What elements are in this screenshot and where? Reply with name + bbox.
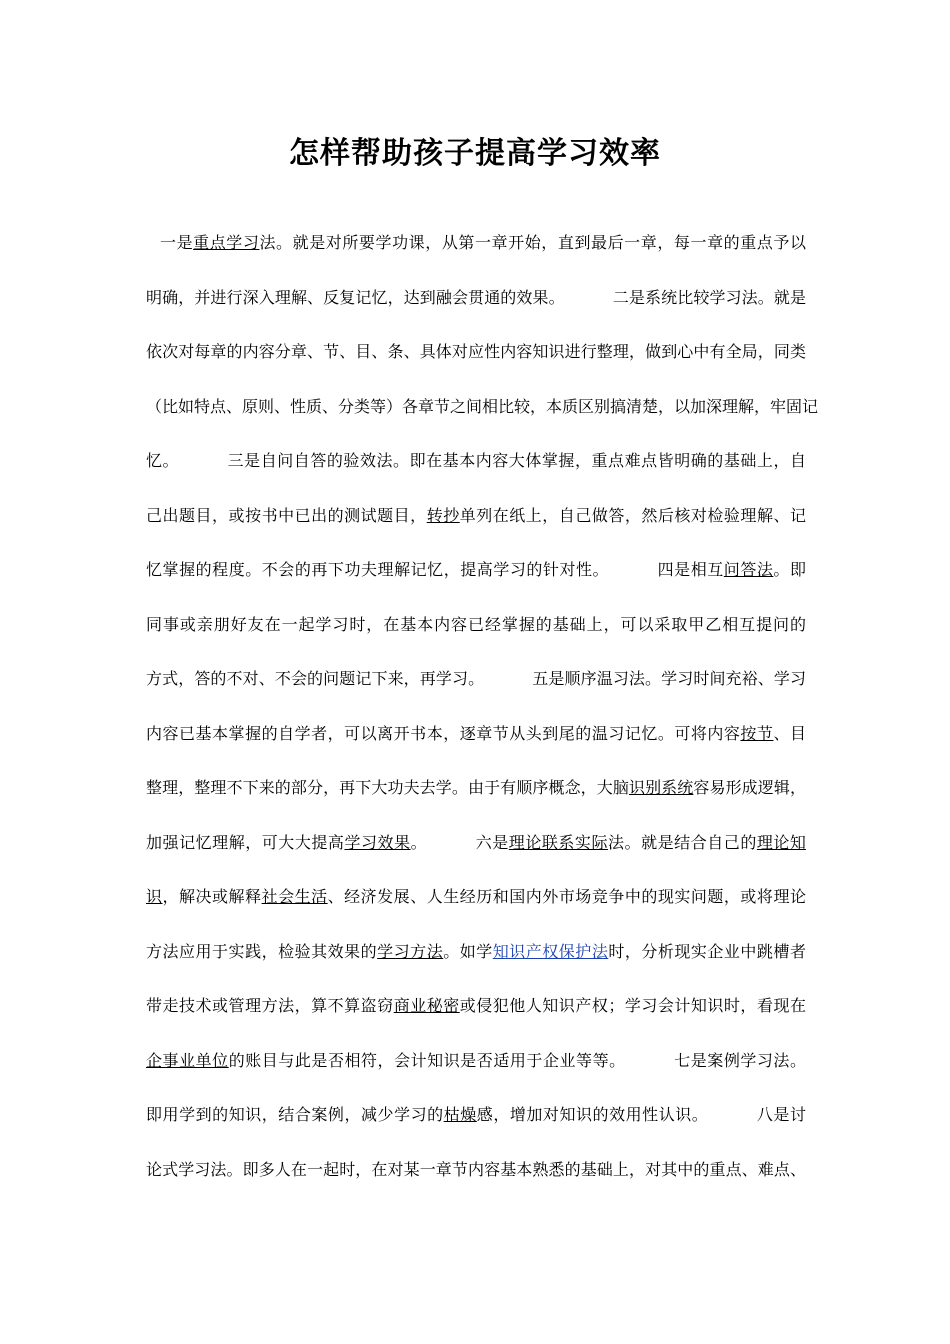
text-run: 容易形成逻辑， [693, 778, 806, 797]
underlined-term: 商业秘密 [393, 996, 460, 1015]
paragraph-line [160, 228, 806, 258]
text-run: 三是自问自答的验效法。即在基本内容大体掌握，重点难点皆明确的基础上，自 [227, 451, 806, 470]
text-run: 论式学习法。即多人在一起时，在对某一章节内容基本熟悉的基础上，对其中的重点、难点、 [146, 1159, 806, 1179]
paragraph-line [146, 283, 806, 313]
text-run: 同事或亲朋好友在一起学习时，在基本内容已经掌握的基础上，可以采取甲乙相互提问的 [146, 614, 806, 634]
underlined-term: 按节 [740, 723, 774, 743]
text-run: 八是讨 [756, 1105, 806, 1124]
text-run: 、目 [773, 723, 806, 743]
text-run: 忆掌握的程度。不会的再下功夫理解记忆，提高学习的针对性。 [146, 560, 610, 579]
paragraph-line [146, 828, 806, 858]
text-run: 方法应用于实践，检验其效果的 [146, 941, 378, 961]
text-run: 四是相互 [657, 560, 724, 579]
underlined-term: 转抄 [426, 505, 460, 525]
paragraph-line [146, 1046, 806, 1076]
text-run: 一是 [160, 233, 194, 252]
text-run: 。如学 [443, 941, 493, 961]
underlined-term: 企事业单位 [146, 1050, 229, 1070]
underlined-term: 枯燥 [443, 1105, 477, 1124]
hyperlink[interactable]: 知识产权保护法 [492, 941, 609, 961]
underlined-term: 重点学习 [193, 233, 260, 252]
text-run: 七是案例学习法。 [673, 1050, 806, 1070]
document-title: 怎样帮助孩子提高学习效率 [289, 136, 661, 171]
paragraph-line [146, 392, 819, 422]
text-run: 或侵犯他人知识产权；学习会计知识时，看现在 [459, 996, 806, 1015]
underlined-term: 社会生活 [261, 887, 328, 906]
paragraph-line [146, 446, 806, 476]
paragraph-line [146, 991, 806, 1021]
paragraph-line [146, 337, 806, 367]
text-run: 。 [410, 832, 428, 852]
text-run: 二是系统比较学习法。就是 [612, 287, 806, 307]
text-run: 己出题目，或按书中已出的测试题目， [146, 505, 427, 525]
paragraph-line [146, 773, 806, 803]
text-run: （比如特点、原则、性质、分类等）各章节之间相比较，本质区别搞清楚，以加深理解，牢固记 [146, 396, 819, 416]
text-run: ，解决或解释 [162, 887, 262, 906]
paragraph-line [146, 719, 806, 749]
paragraph-line [146, 1155, 806, 1185]
paragraph-line [146, 1100, 806, 1130]
text-run: 即用学到的知识，结合案例，减少学习的 [146, 1105, 444, 1124]
text-run: 单列在纸上，自己做答，然后核对检验理解、记 [459, 505, 806, 525]
text-run: 方式，答的不对、不会的问题记下来，再学习。 [146, 669, 485, 688]
text-run: 的账目与此是否相符，会计知识是否适用于企业等等。 [228, 1050, 626, 1070]
underlined-term: 学习方法 [377, 941, 444, 961]
paragraph-line [146, 882, 806, 912]
paragraph-line [146, 937, 806, 967]
text-run: 时，分析现实企业中跳槽者 [608, 941, 806, 961]
text-run: 五是顺序温习法。学习时间充裕、学习 [532, 669, 806, 688]
paragraph-line [146, 555, 806, 585]
text-run: 带走技术或管理方法，算不算盗窃 [146, 996, 394, 1015]
text-run: 。即 [773, 560, 806, 579]
text-run: 内容已基本掌握的自学者，可以离开书本，逐章节从头到尾的温习记忆。可将内容 [146, 723, 741, 743]
text-run: 、经济发展、人生经历和国内外市场竞争中的现实问题，或将理论 [327, 887, 806, 906]
text-run: 整理，整理不下来的部分，再下大功夫去学。由于有顺序概念，大脑 [146, 778, 629, 797]
text-run: 明确，并进行深入理解、反复记忆，达到融会贯通的效果。 [146, 287, 565, 307]
text-run: 法。就是结合自己的 [608, 832, 757, 852]
underlined-term: 识 [146, 887, 163, 906]
underlined-term: 理论联系实际 [508, 832, 609, 852]
text-run: 依次对每章的内容分章、节、目、条、具体对应性内容知识进行整理，做到心中有全局，同类 [146, 342, 806, 361]
underlined-term: 学习效果 [344, 832, 411, 852]
paragraph-line [146, 501, 806, 531]
text-run: 感，增加对知识的效用性认识。 [476, 1105, 709, 1124]
paragraph-line [146, 610, 806, 640]
underlined-term: 问答法 [723, 560, 774, 579]
underlined-term: 理论知 [756, 832, 806, 852]
text-run: 六是 [475, 832, 509, 852]
paragraph-line [146, 664, 806, 694]
underlined-term: 识别系统 [628, 778, 694, 797]
text-run: 加强记忆理解，可大大提高 [146, 832, 345, 852]
text-run: 法。就是对所要学功课，从第一章开始，直到最后一章，每一章的重点予以 [259, 233, 806, 252]
text-run: 忆。 [146, 451, 180, 470]
